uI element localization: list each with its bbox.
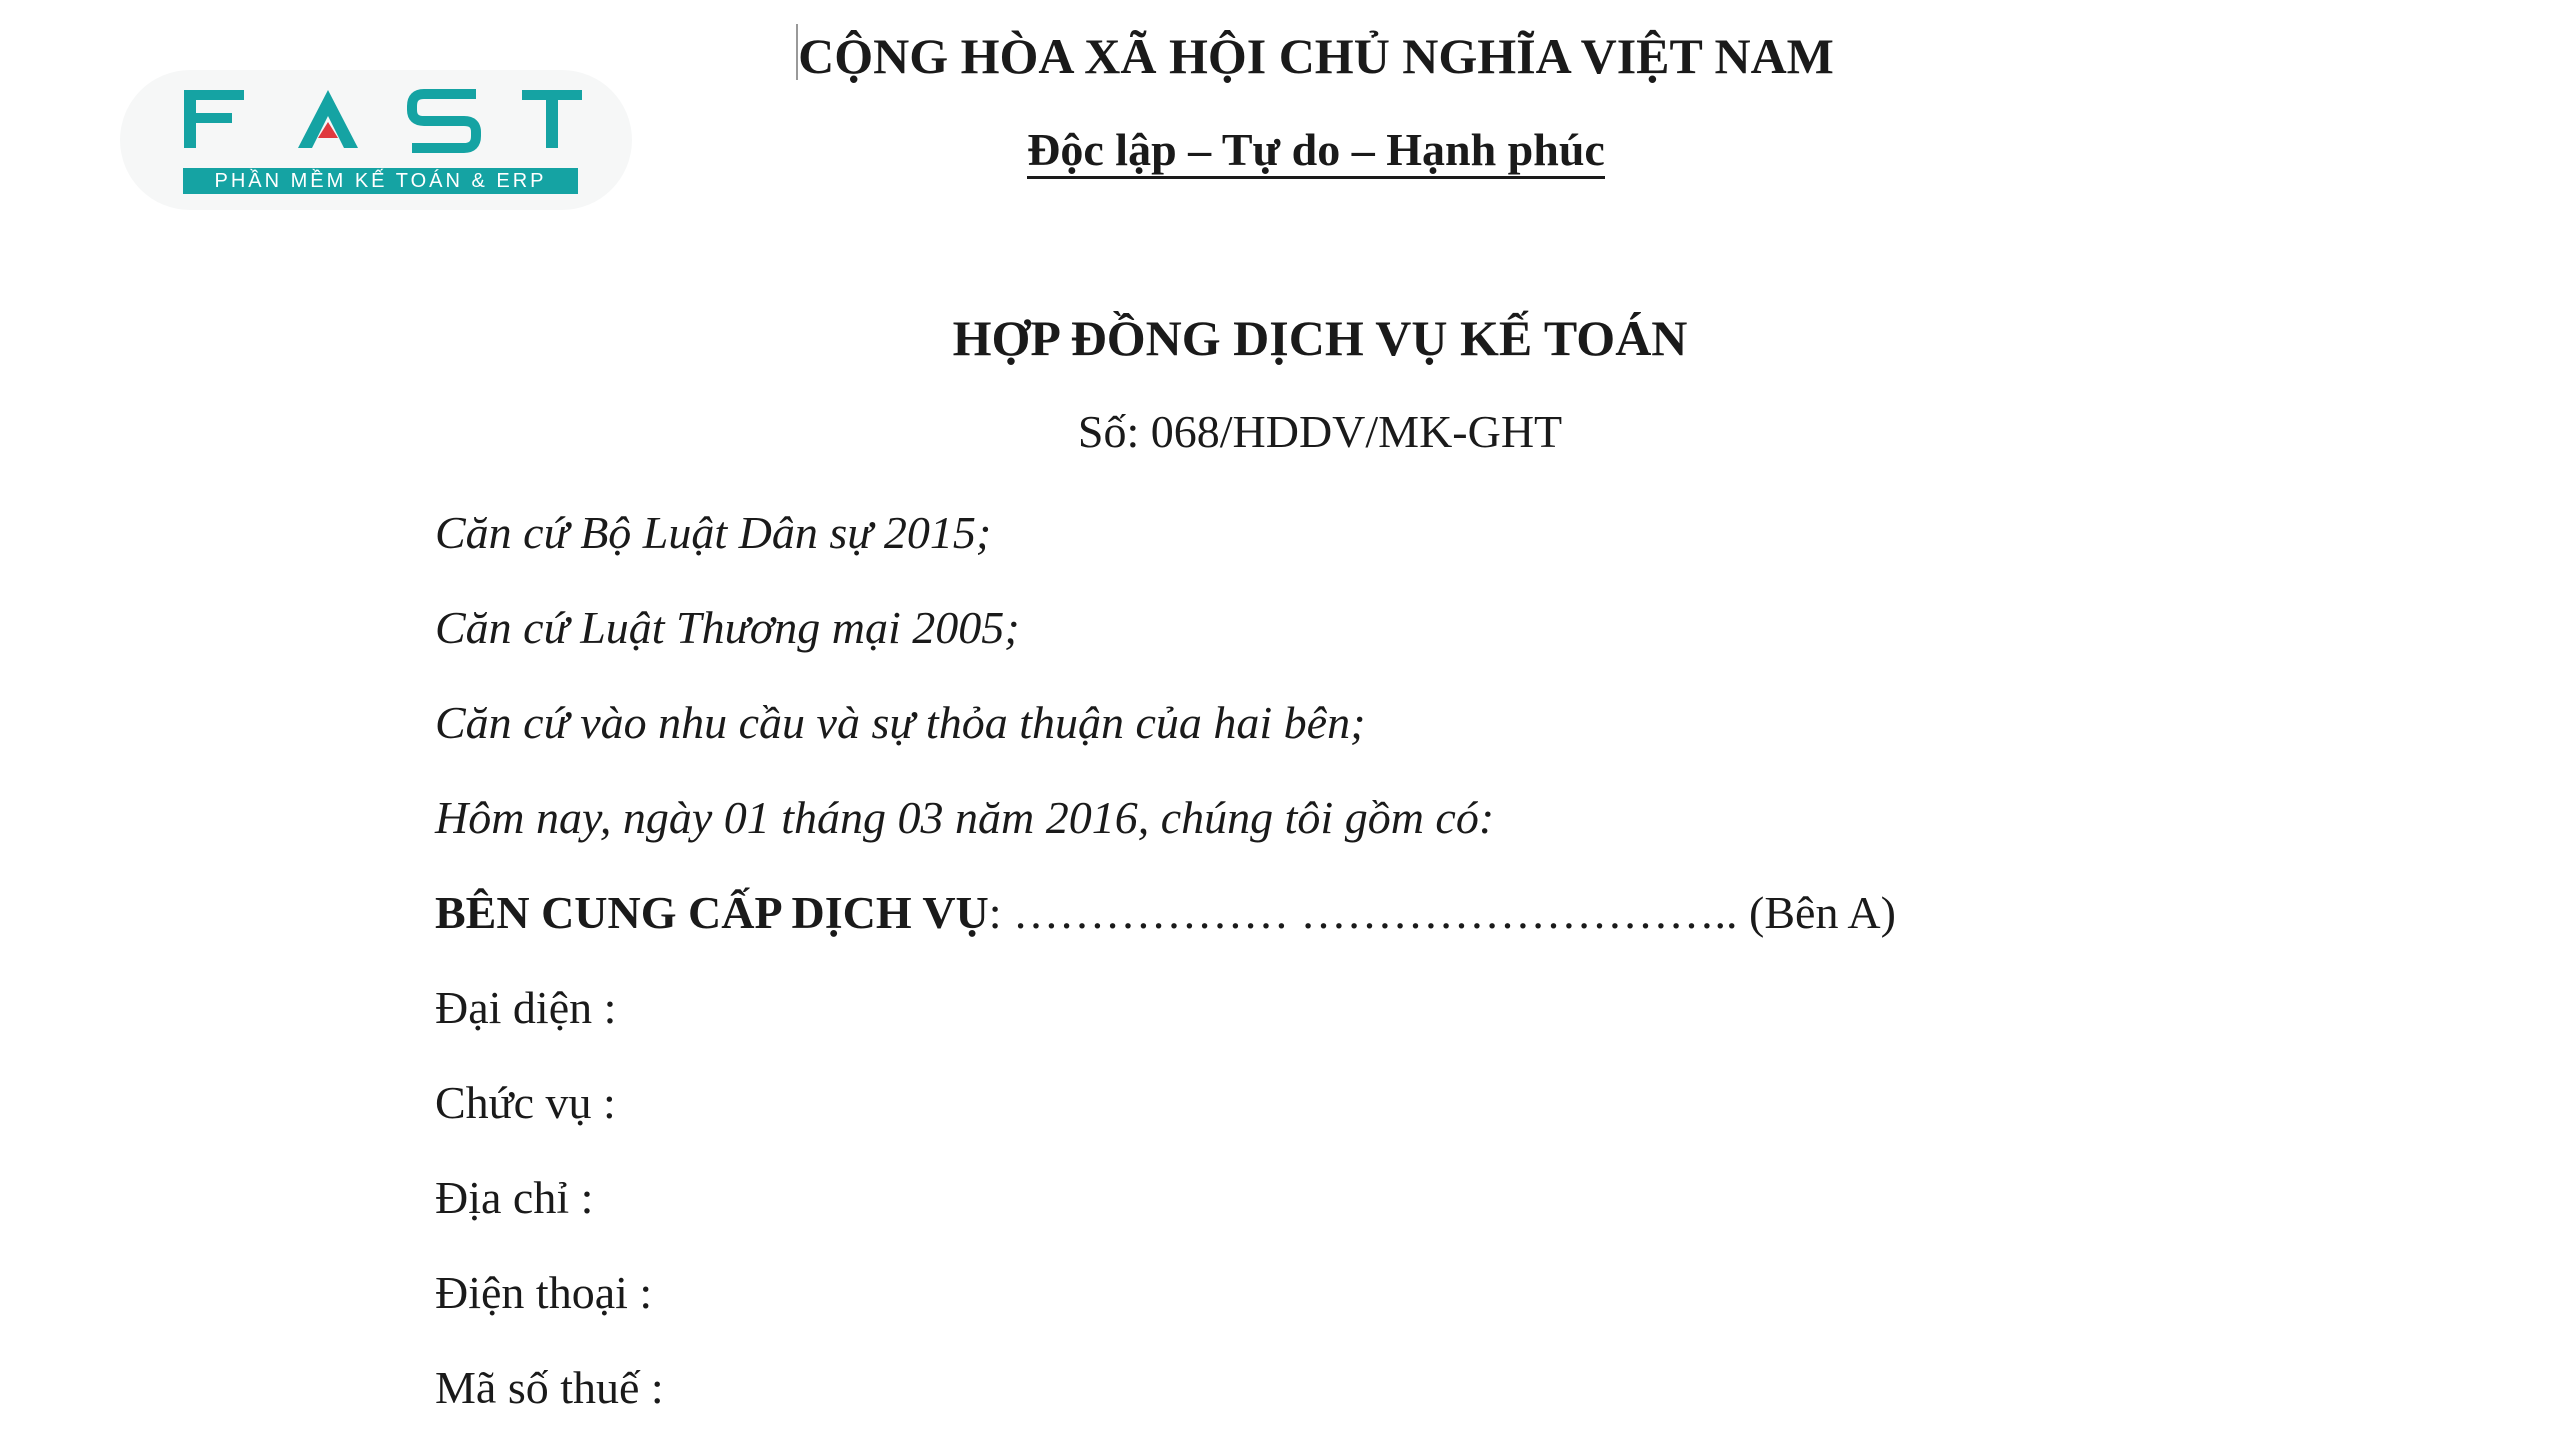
party-a-label: BÊN CUNG CẤP DỊCH VỤ bbox=[435, 887, 989, 938]
national-motto bbox=[796, 122, 1836, 178]
party-a-placeholder: : ……………… ……………………….. (Bên A) bbox=[988, 887, 1896, 938]
contract-title: HỢP ĐỒNG DỊCH VỤ KẾ TOÁN bbox=[952, 310, 1688, 366]
basis-agreement: Căn cứ vào nhu cầu và sự thỏa thuận của hai bên; bbox=[435, 697, 1366, 748]
field-representative: Đại diện : bbox=[435, 982, 617, 1033]
field-address: Địa chỉ : bbox=[435, 1172, 594, 1223]
field-position: Chức vụ : bbox=[435, 1077, 616, 1128]
motto-text: Độc lập – Tự do – Hạnh phúc bbox=[1027, 124, 1605, 179]
field-tax-code: Mã số thuế : bbox=[435, 1362, 664, 1413]
basis-civil-code: Căn cứ Bộ Luật Dân sự 2015; bbox=[435, 507, 992, 558]
party-a-line bbox=[435, 885, 1896, 941]
field-phone: Điện thoại : bbox=[435, 1267, 653, 1318]
logo-caption: PHẦN MỀM KẾ TOÁN & ERP bbox=[183, 168, 578, 194]
contract-date-line: Hôm nay, ngày 01 tháng 03 năm 2016, chúng tôi gồm có: bbox=[435, 792, 1495, 843]
basis-commercial-law: Căn cứ Luật Thương mại 2005; bbox=[435, 602, 1020, 653]
contract-number: Số: 068/HDDV/MK-GHT bbox=[1077, 406, 1563, 457]
national-title: CỘNG HÒA XÃ HỘI CHỦ NGHĨA VIỆT NAM bbox=[798, 28, 1834, 84]
